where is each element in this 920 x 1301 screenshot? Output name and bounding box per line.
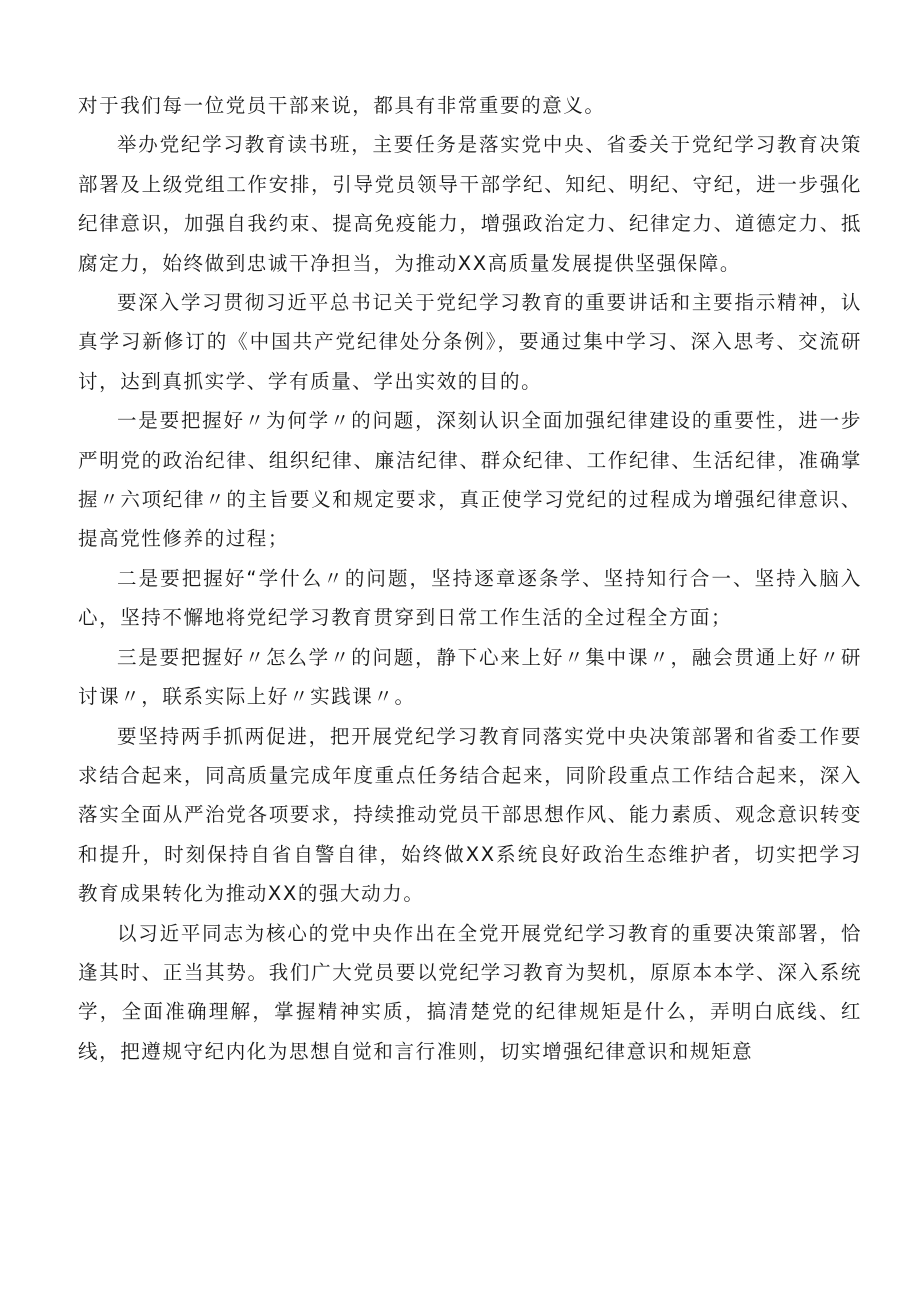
paragraph-1: 对于我们每一位党员干部来说，都具有非常重要的意义。: [78, 94, 606, 117]
paragraph-5: 二是要把握好“学什么〃的问题，坚持逐章逐条学、坚持知行合一、坚持入脑入心，坚持不懈地将党纪学习教育贯穿到日常工作生活的全过程全方面；: [78, 566, 862, 630]
paragraph-7: 要坚持两手抓两促进，把开展党纪学习教育同落实党中央决策部署和省委工作要求结合起来，同高质量完成年度重点任务结合起来，同阶段重点工作结合起来，深入落实全面从严治党各项要求，持续推动党员干部思想作风、能力素质、观念意识转变和提升，时刻保持自省自警自律，始终做XX系统良好政治生态维护者，切实把学习教育成果转化为推动XX的强大动力。: [78, 724, 862, 906]
paragraph-4: 一是要把握好〃为何学〃的问题，深刻认识全面加强纪律建设的重要性，进一步严明党的政治纪律、组织纪律、廉洁纪律、群众纪律、工作纪律、生活纪律，准确掌握〃六项纪律〃的主旨要义和规定要求，真正使学习党纪的过程成为增强纪律意识、提高党性修养的过程；: [78, 409, 862, 551]
paragraph-3: 要深入学习贯彻习近平总书记关于党纪学习教育的重要讲话和主要指示精神，认真学习新修订的《中国共产党纪律处分条例》，要通过集中学习、深入思考、交流研讨，达到真抓实学、学有质量、学出实效的目的。: [78, 291, 862, 393]
paragraph-2: 举办党纪学习教育读书班，主要任务是落实党中央、省委关于党纪学习教育决策部署及上级党组工作安排，引导党员领导干部学纪、知纪、明纪、守纪，进一步强化纪律意识，加强自我约束、提高免疫能力，增强政治定力、纪律定力、道德定力、抵腐定力，始终做到忠诚干净担当，为推动XX高质量发展提供坚强保障。: [78, 133, 862, 275]
paragraph-6: 三是要把握好〃怎么学〃的问题，静下心来上好〃集中课〃，融会贯通上好〃研讨课〃，联系实际上好〃实践课〃。: [78, 645, 862, 709]
paragraph-8: 以习近平同志为核心的党中央作出在全党开展党纪学习教育的重要决策部署，恰逢其时、正当其势。我们广大党员要以党纪学习教育为契机，原原本本学、深入系统学，全面准确理解，掌握精神实质，搞清楚党的纪律规矩是什么，弄明白底线、红线，把遵规守纪内化为思想自觉和言行准则，切实增强纪律意识和规矩意: [78, 921, 862, 1063]
